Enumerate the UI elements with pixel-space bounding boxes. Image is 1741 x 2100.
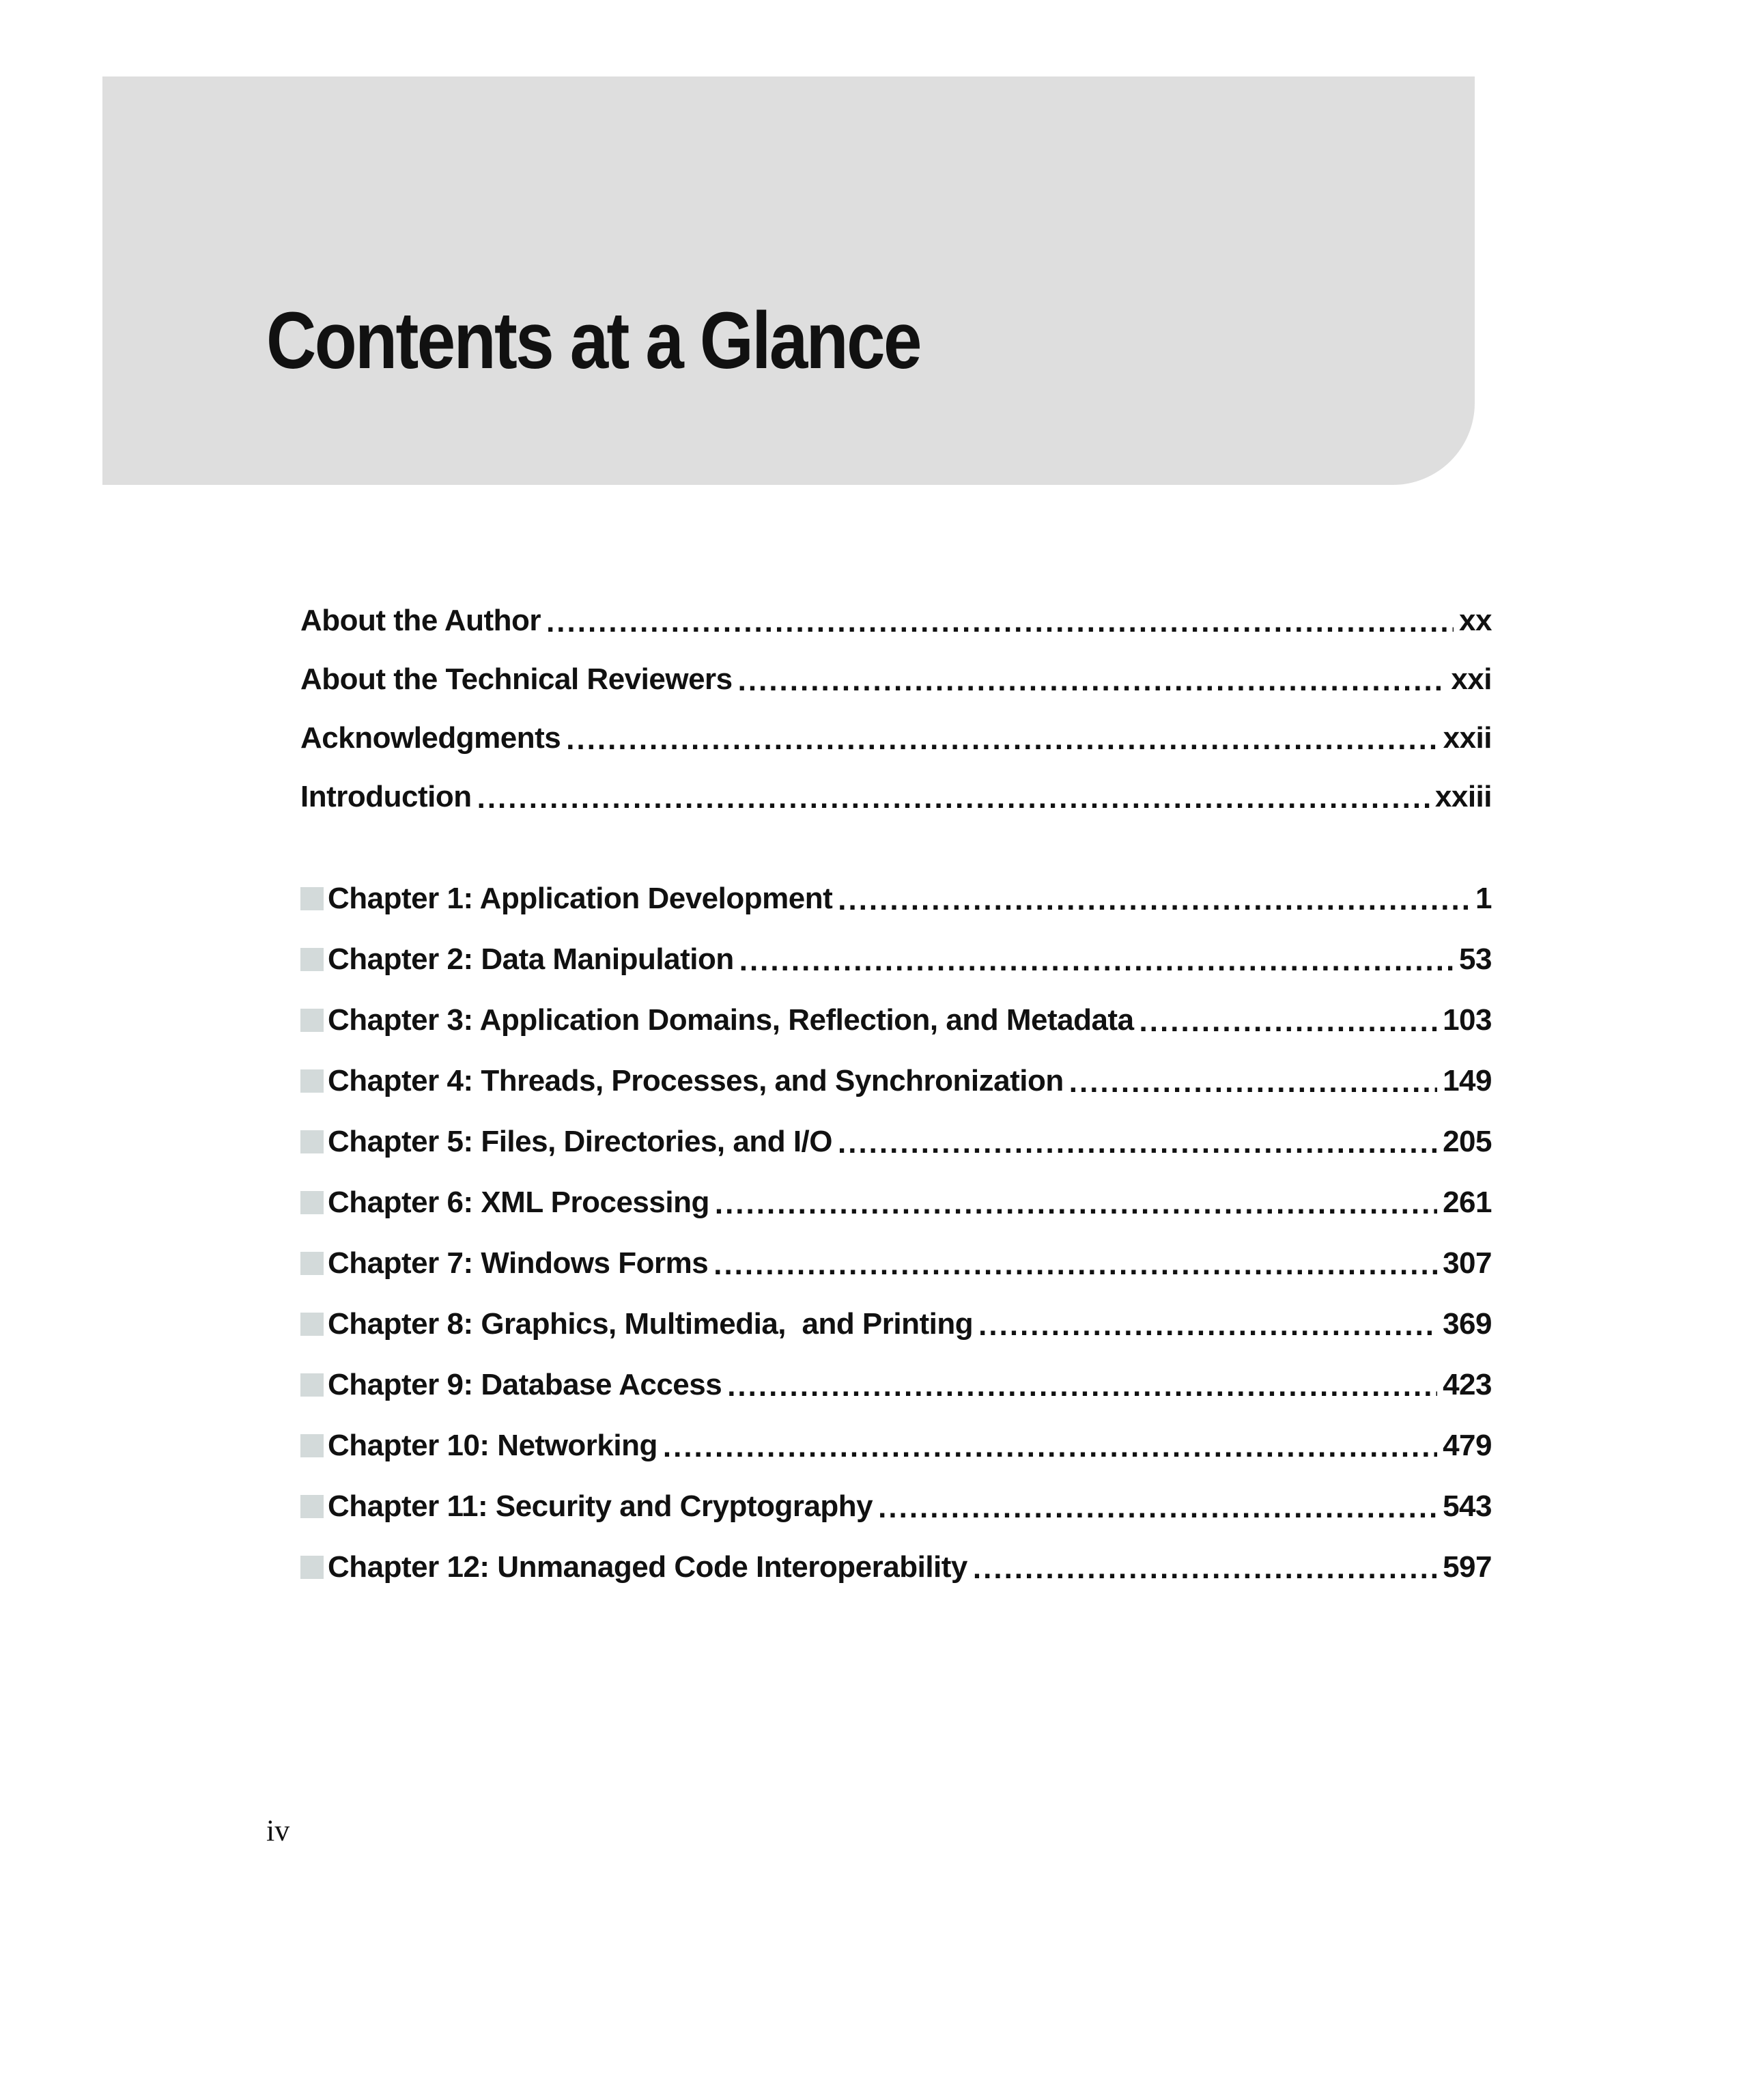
toc-entry-chapter-6[interactable]: [300, 1157, 1492, 1218]
toc-entry-label: Chapter 10: Networking: [328, 1429, 657, 1462]
toc-entry-chapter-1[interactable]: [300, 853, 1492, 914]
toc-entry-label: Chapter 3: Application Domains, Reflection, and Metadata: [328, 1003, 1134, 1037]
toc-entry-chapter-3[interactable]: [300, 975, 1492, 1035]
square-bullet-icon: [300, 1130, 324, 1153]
header-band: [102, 76, 1475, 485]
square-bullet-icon: [300, 887, 324, 910]
dot-leader: [739, 944, 1454, 975]
toc-entry-page: 543: [1443, 1489, 1492, 1523]
toc-entry-chapter-7[interactable]: [300, 1218, 1492, 1278]
dot-leader: [715, 1188, 1437, 1218]
dot-leader: [663, 1431, 1437, 1461]
dot-leader: [546, 606, 1454, 636]
square-bullet-icon: [300, 1373, 324, 1397]
toc-entry-chapter-9[interactable]: [300, 1339, 1492, 1400]
toc-entry-page: 103: [1443, 1003, 1492, 1037]
toc-entry-page: 307: [1443, 1246, 1492, 1280]
square-bullet-icon: [300, 948, 324, 971]
toc-entry-label: Chapter 5: Files, Directories, and I/O: [328, 1125, 832, 1158]
toc-entry-page: 423: [1443, 1368, 1492, 1401]
dot-leader: [477, 782, 1430, 812]
toc-entry-label: About the Technical Reviewers: [300, 662, 733, 696]
square-bullet-icon: [300, 1556, 324, 1579]
dot-leader: [978, 1309, 1437, 1339]
toc-entry-label: Chapter 1: Application Development: [328, 882, 833, 915]
square-bullet-icon: [300, 1069, 324, 1093]
toc-entry-chapter-4[interactable]: [300, 1035, 1492, 1096]
square-bullet-icon: [300, 1009, 324, 1032]
toc-entry-label: Chapter 4: Threads, Processes, and Synchronization: [328, 1064, 1064, 1097]
dot-leader: [838, 884, 1470, 914]
toc-entry-introduction[interactable]: [300, 753, 1492, 812]
page-title: Contents at a Glance: [266, 296, 920, 386]
toc-entry-label: Chapter 6: XML Processing: [328, 1186, 709, 1219]
dot-leader: [738, 664, 1446, 695]
toc-entry-page: 205: [1443, 1125, 1492, 1158]
toc-entry-label: Introduction: [300, 780, 472, 813]
toc-entry-chapter-11[interactable]: [300, 1461, 1492, 1522]
toc-entry-acknowledgments[interactable]: [300, 695, 1492, 753]
toc-entry-page: xx: [1459, 604, 1492, 637]
toc-entry-chapter-8[interactable]: [300, 1278, 1492, 1339]
dot-leader: [878, 1492, 1437, 1522]
toc-entry-page: 369: [1443, 1307, 1492, 1341]
toc-entry-label: Chapter 9: Database Access: [328, 1368, 722, 1401]
square-bullet-icon: [300, 1434, 324, 1457]
square-bullet-icon: [300, 1313, 324, 1336]
square-bullet-icon: [300, 1495, 324, 1518]
dot-leader: [1140, 1005, 1438, 1035]
chapter-list: [300, 853, 1492, 1582]
toc-entry-label: Chapter 8: Graphics, Multimedia, and Printing: [328, 1307, 974, 1341]
toc-entry-label: About the Author: [300, 604, 541, 637]
dot-leader: [973, 1552, 1437, 1582]
toc-entry-chapter-12[interactable]: [300, 1522, 1492, 1582]
section-gap: [300, 812, 1492, 853]
dot-leader: [566, 723, 1437, 753]
square-bullet-icon: [300, 1252, 324, 1275]
toc-entry-page: xxi: [1451, 662, 1492, 696]
toc-entry-page: 597: [1443, 1550, 1492, 1584]
dot-leader: [713, 1248, 1437, 1278]
toc-entry-page: 149: [1443, 1064, 1492, 1097]
toc-entry-page: 261: [1443, 1186, 1492, 1219]
toc-entry-technical-reviewers[interactable]: [300, 636, 1492, 695]
toc-entry-chapter-5[interactable]: [300, 1096, 1492, 1157]
toc-entry-page: 479: [1443, 1429, 1492, 1462]
toc-entry-page: xxiii: [1434, 780, 1492, 813]
toc-entry-about-author[interactable]: [300, 577, 1492, 636]
toc-entry-label: Chapter 2: Data Manipulation: [328, 942, 734, 976]
toc-entry-page: 53: [1459, 942, 1492, 976]
toc-entry-label: Chapter 12: Unmanaged Code Interoperability: [328, 1550, 967, 1584]
toc-entry-label: Chapter 7: Windows Forms: [328, 1246, 709, 1280]
front-matter-list: [300, 577, 1492, 812]
page-number: iv: [266, 1814, 290, 1847]
dot-leader: [838, 1127, 1437, 1157]
table-of-contents: [300, 577, 1492, 1582]
toc-entry-label: Acknowledgments: [300, 721, 561, 755]
toc-entry-chapter-2[interactable]: [300, 914, 1492, 975]
square-bullet-icon: [300, 1191, 324, 1214]
toc-entry-label: Chapter 11: Security and Cryptography: [328, 1489, 873, 1523]
dot-leader: [1069, 1066, 1437, 1096]
toc-entry-page: xxii: [1443, 721, 1492, 755]
toc-entry-page: 1: [1475, 882, 1492, 915]
dot-leader: [727, 1370, 1437, 1400]
toc-entry-chapter-10[interactable]: [300, 1400, 1492, 1461]
